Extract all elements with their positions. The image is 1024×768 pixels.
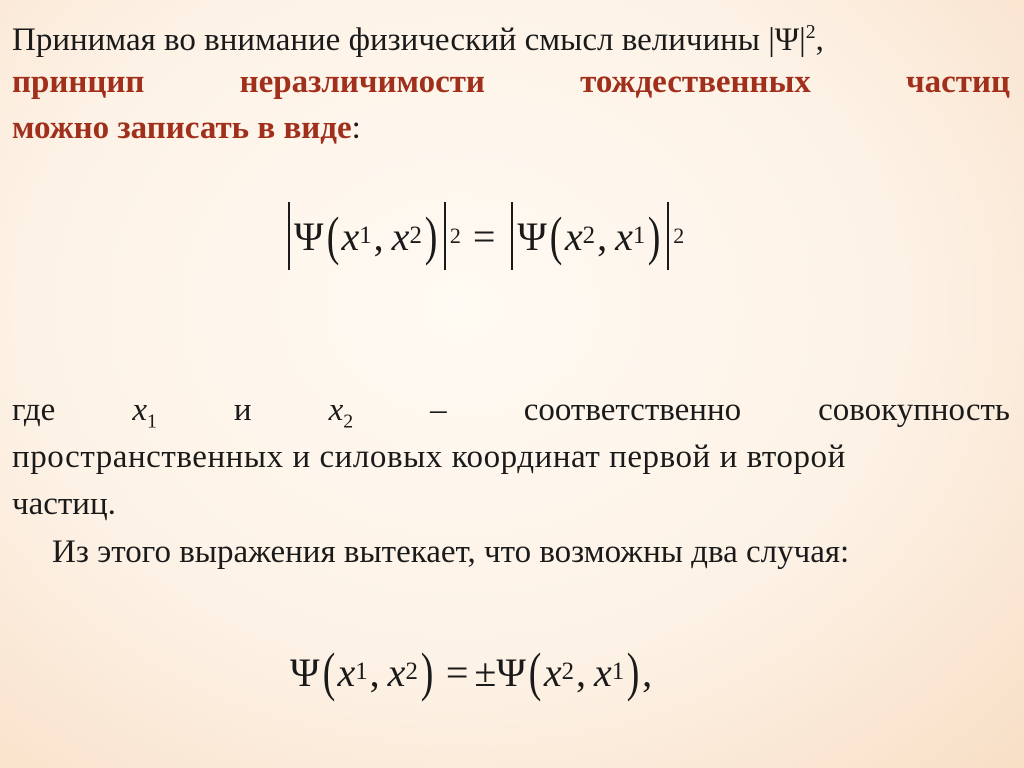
plus-minus: ±	[474, 649, 497, 695]
bold-phrase: можно записать в виде	[12, 110, 352, 146]
var-x: x	[594, 649, 612, 695]
abs-bar	[444, 202, 446, 270]
paren-open: (	[528, 642, 542, 702]
var-x: x	[132, 392, 148, 428]
subscript: 2	[582, 222, 596, 249]
formula-squared-modulus	[284, 196, 684, 276]
dash: –	[430, 392, 447, 428]
var-x: x	[387, 649, 406, 695]
var-x: x	[564, 213, 583, 259]
word: совокупность	[818, 392, 1010, 428]
intro-text: Принимая во внимание физический смысл величины |Ψ|	[12, 22, 806, 58]
psi-symbol: Ψ	[496, 649, 526, 695]
comma: ,	[369, 649, 380, 695]
exponent: 2	[449, 223, 461, 248]
var-x: x	[341, 213, 360, 259]
explanation-line-3: частиц.	[12, 486, 116, 522]
var-x: x	[337, 649, 356, 695]
abs-bar	[667, 202, 669, 270]
colon: :	[351, 110, 361, 146]
paren-open: (	[326, 206, 339, 266]
bold-word: принцип	[12, 64, 145, 100]
word: где	[12, 392, 56, 428]
subscript: 2	[405, 658, 418, 685]
subscript: 2	[561, 658, 575, 685]
bold-word: неразличимости	[239, 64, 485, 100]
var-x: x	[615, 213, 633, 259]
formula-symmetry	[290, 632, 652, 712]
paren-close: )	[626, 642, 640, 702]
intro-exponent: 2	[805, 21, 816, 43]
subscript: 1	[147, 410, 157, 433]
bold-word: тождественных	[580, 64, 811, 100]
paren-close: )	[420, 642, 434, 702]
trailing-comma: ,	[642, 649, 653, 695]
subscript: 2	[409, 222, 422, 249]
var-x: x	[328, 392, 344, 428]
var-x1	[132, 390, 157, 442]
subscript: 1	[355, 658, 368, 685]
psi-symbol: Ψ	[517, 213, 547, 259]
bold-word: частиц	[906, 64, 1010, 100]
paren-close: )	[424, 206, 438, 266]
explanation-line-2: пространственных и силовых координат первой и второй	[12, 439, 846, 475]
psi-symbol: Ψ	[290, 649, 320, 695]
paren-open: (	[549, 206, 563, 266]
exponent: 2	[673, 223, 685, 248]
paren-close: )	[647, 206, 661, 266]
paren-open: (	[322, 642, 335, 702]
subscript: 1	[359, 222, 372, 249]
explanation-line-4: Из этого выражения вытекает, что возможны два случая:	[52, 534, 850, 570]
abs-bar	[288, 202, 290, 270]
intro-line-2	[12, 62, 1010, 102]
subscript: 2	[343, 410, 354, 433]
comma: ,	[597, 213, 608, 259]
comma: ,	[373, 213, 384, 259]
abs-bar	[511, 202, 513, 270]
word: и	[233, 392, 252, 428]
var-x: x	[543, 649, 562, 695]
var-x2	[329, 390, 354, 442]
word: соответственно	[523, 392, 742, 428]
comma: ,	[576, 649, 587, 695]
intro-line-1	[12, 12, 1010, 60]
explanation-line-1	[12, 390, 1010, 442]
var-x: x	[391, 213, 410, 259]
equals-sign: =	[445, 649, 469, 695]
psi-symbol: Ψ	[294, 213, 324, 259]
intro-comma: ,	[815, 22, 824, 58]
subscript: 1	[632, 222, 646, 249]
intro-line-3	[12, 108, 1010, 148]
subscript: 1	[611, 658, 625, 685]
equals-sign: =	[472, 213, 496, 259]
